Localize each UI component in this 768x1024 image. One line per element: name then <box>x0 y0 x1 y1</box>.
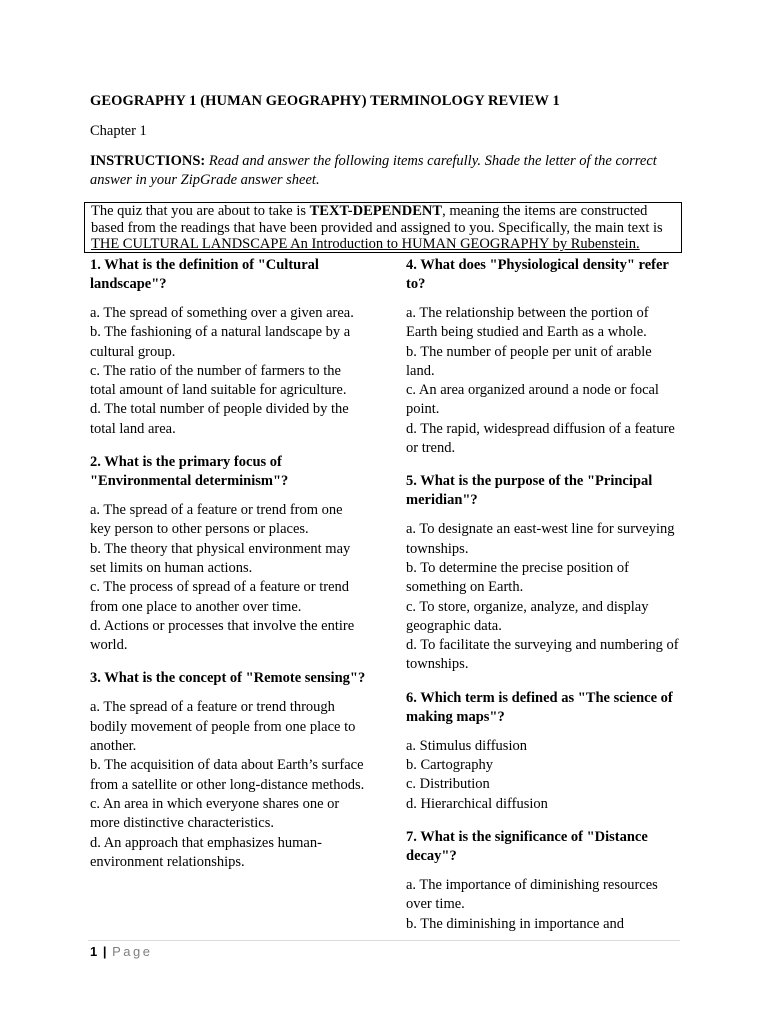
document-title: GEOGRAPHY 1 (HUMAN GEOGRAPHY) TERMINOLOGY REVIEW 1 <box>90 93 560 109</box>
option-b: b. To determine the precise position of something on Earth. <box>406 559 630 596</box>
question-text: 2. What is the primary focus of "Environmental determinism"? <box>90 454 289 490</box>
question-2 <box>90 453 366 655</box>
page-label: Page <box>112 944 153 959</box>
option-c: c. To store, organize, analyze, and display geographic data. <box>406 598 649 634</box>
question-text: 6. Which term is defined as "The science of making maps"? <box>406 689 673 725</box>
question-text: 7. What is the significance of "Distance decay"? <box>406 828 648 864</box>
option-b: b. Cartography <box>406 757 493 774</box>
option-a: a. The relationship between the portion of Earth being studied and Earth as a whole. <box>406 305 649 341</box>
question-3 <box>90 669 366 872</box>
question-text: 3. What is the concept of "Remote sensing"? <box>90 670 366 687</box>
option-a: a. The spread of a feature or trend from one key person to other persons or places. <box>90 502 343 538</box>
question-text: 5. What is the purpose of the "Principal meridian"? <box>406 473 653 509</box>
text-dependent-notice <box>84 202 682 253</box>
question-text: 4. What does "Physiological density" refer to? <box>406 257 669 292</box>
right-question-column <box>406 256 682 948</box>
instructions-label: INSTRUCTIONS: <box>90 153 206 169</box>
option-b: b. The theory that physical environment may set limits on human actions. <box>90 540 351 576</box>
option-b: b. The number of people per unit of arable land. <box>406 343 652 379</box>
page-number: 1 <box>90 944 98 959</box>
option-a: a. The spread of a feature or trend through bodily movement of people from one place to another. <box>90 699 356 755</box>
left-question-column <box>90 256 366 886</box>
option-d: d. Hierarchical diffusion <box>406 795 548 812</box>
notice-main-text: THE CULTURAL LANDSCAPE An Introduction to HUMAN GEOGRAPHY by Rubenstein. <box>91 236 640 252</box>
option-b: b. The fashioning of a natural landscape by a cultural group. <box>90 324 351 360</box>
option-a: a. The importance of diminishing resources over time. <box>406 876 658 913</box>
notice-part-1: The quiz that you are about to take is <box>91 203 310 219</box>
option-b: b. The acquisition of data about Earth’s surface from a satellite or other long-distance methods. <box>90 757 365 793</box>
option-d: d. To facilitate the surveying and numbering of townships. <box>406 637 679 673</box>
page-footer <box>90 944 153 959</box>
option-a: a. Stimulus diffusion <box>406 737 527 754</box>
option-b: b. The diminishing in importance and <box>406 915 625 932</box>
option-c: c. An area in which everyone shares one or more distinctive characteristics. <box>90 795 340 832</box>
question-7 <box>406 828 682 934</box>
question-1 <box>90 256 366 439</box>
option-c: c. The process of spread of a feature or trend from one place to another over time. <box>90 579 350 615</box>
option-d: d. The rapid, widespread diffusion of a feature or trend. <box>406 420 675 457</box>
question-text: 1. What is the definition of "Cultural landscape"? <box>90 257 319 292</box>
footer-separator: | <box>102 944 107 959</box>
option-a: a. The spread of something over a given area. <box>90 305 354 321</box>
option-c: c. The ratio of the number of farmers to the total amount of land suitable for agriculture. <box>90 362 347 399</box>
chapter-label: Chapter 1 <box>90 123 147 139</box>
question-5 <box>406 472 682 674</box>
option-a: a. To designate an east-west line for surveying townships. <box>406 521 675 557</box>
instructions-text: Read and answer the following items carefully. Shade the letter of the correct answer in your ZipGrade answer sheet. <box>90 153 657 188</box>
option-d: d. The total number of people divided by the total land area. <box>90 401 349 437</box>
notice-part-2: , meaning the items are constructed based from the readings that have been provided and assigned to you. Specifically, the main text is <box>91 203 663 236</box>
option-d: d. An approach that emphasizes human-environment relationships. <box>90 834 322 870</box>
instructions <box>90 152 670 190</box>
option-d: d. Actions or processes that involve the entire world. <box>90 617 355 654</box>
option-c: c. Distribution <box>406 776 490 793</box>
option-c: c. An area organized around a node or focal point. <box>406 382 659 418</box>
question-4 <box>406 256 682 458</box>
notice-bold: TEXT-DEPENDENT <box>309 203 443 219</box>
footer-divider <box>88 940 680 941</box>
question-6 <box>406 689 682 814</box>
